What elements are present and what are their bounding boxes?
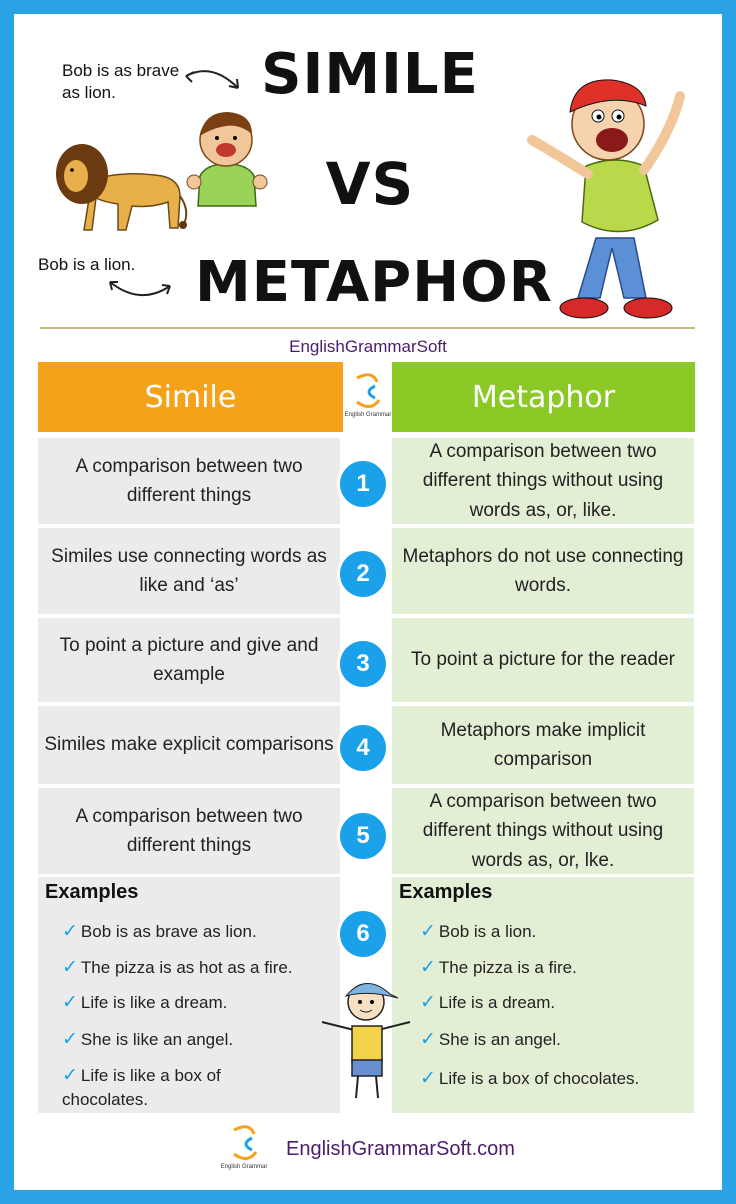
metaphor-column-header — [392, 362, 695, 432]
curved-arrow-icon — [106, 276, 176, 304]
title-divider — [40, 327, 695, 329]
checkmark-icon: ✓ — [62, 957, 78, 978]
checkmark-icon: ✓ — [420, 957, 436, 978]
simile-row-5: A comparison between two different things — [38, 788, 340, 874]
simile-column-title: Simile — [144, 379, 237, 415]
simile-row-3: To point a picture and give and example — [38, 618, 340, 702]
simile-example-item: ✓ Life is like a box of chocolates. — [62, 1065, 221, 1109]
row-number-badge: 6 — [337, 908, 389, 960]
row-number-badge: 2 — [337, 548, 389, 600]
checkmark-icon: ✓ — [420, 921, 436, 942]
brand-name: EnglishGrammarSoft — [289, 337, 447, 356]
metaphor-row-3: To point a picture for the reader — [392, 618, 694, 702]
metaphor-row-1: A comparison between two different things without using words as, or, like. — [392, 438, 694, 524]
simile-row-1: A comparison between two different things — [38, 438, 340, 524]
simile-column-header — [38, 362, 343, 432]
checkmark-icon: ✓ — [420, 1068, 436, 1089]
metaphor-examples-box — [392, 877, 694, 1113]
checkmark-icon: ✓ — [62, 1029, 78, 1050]
simile-row-4: Similes make explicit comparisons — [38, 706, 340, 784]
metaphor-row-5: A comparison between two different things without using words as, or, lke. — [392, 788, 694, 874]
footer-logo-caption: English Grammar — [220, 1164, 268, 1170]
checkmark-icon: ✓ — [420, 1029, 436, 1050]
simile-example-item: ✓ The pizza is as hot as a fire. — [62, 957, 293, 978]
title-metaphor: METAPHOR — [195, 250, 553, 315]
metaphor-examples-heading: Examples — [399, 881, 493, 903]
english-grammar-logo — [345, 372, 389, 412]
curved-arrow-icon — [182, 66, 244, 106]
metaphor-example-item: ✓ Life is a box of chocolates. — [420, 1068, 640, 1089]
footer-logo — [222, 1124, 266, 1164]
simile-example-item: ✓ Life is like a dream. — [62, 992, 228, 1013]
cartoon-kid-illustration — [508, 70, 698, 326]
row-number-badge: 4 — [337, 722, 389, 774]
simile-row-2: Similes use connecting words as like and ‘as’ — [38, 528, 340, 614]
metaphor-row-2: Metaphors do not use connecting words. — [392, 528, 694, 614]
simile-example-item: ✓ She is like an angel. — [62, 1029, 234, 1050]
logo-caption: English Grammar — [344, 412, 392, 418]
title-simile: SIMILE — [261, 42, 479, 107]
metaphor-example-item: ✓ Life is a dream. — [420, 992, 556, 1013]
metaphor-example-item: ✓ She is an angel. — [420, 1029, 561, 1050]
small-kid-illustration — [318, 972, 414, 1104]
caption-metaphor-example: Bob is a lion. — [38, 255, 136, 274]
checkmark-icon: ✓ — [62, 992, 78, 1013]
metaphor-column-title: Metaphor — [471, 379, 616, 415]
caption-simile-example: Bob is as brave as lion. — [62, 61, 180, 103]
row-number-badge: 1 — [337, 458, 389, 510]
lion-illustration — [52, 140, 190, 238]
boy-bob-illustration — [186, 106, 268, 210]
checkmark-icon: ✓ — [62, 921, 78, 942]
footer-url[interactable]: EnglishGrammarSoft.com — [286, 1138, 515, 1160]
simile-examples-heading: Examples — [45, 881, 139, 903]
metaphor-example-item: ✓ Bob is a lion. — [420, 921, 537, 942]
title-vs: VS — [325, 150, 415, 218]
simile-examples-box — [38, 877, 340, 1113]
simile-example-item: ✓ Bob is as brave as lion. — [62, 921, 257, 942]
row-number-badge: 5 — [337, 810, 389, 862]
checkmark-icon: ✓ — [62, 1065, 78, 1086]
row-number-badge: 3 — [337, 638, 389, 690]
checkmark-icon: ✓ — [420, 992, 436, 1013]
metaphor-example-item: ✓ The pizza is a fire. — [420, 957, 577, 978]
metaphor-row-4: Metaphors make implicit comparison — [392, 706, 694, 784]
